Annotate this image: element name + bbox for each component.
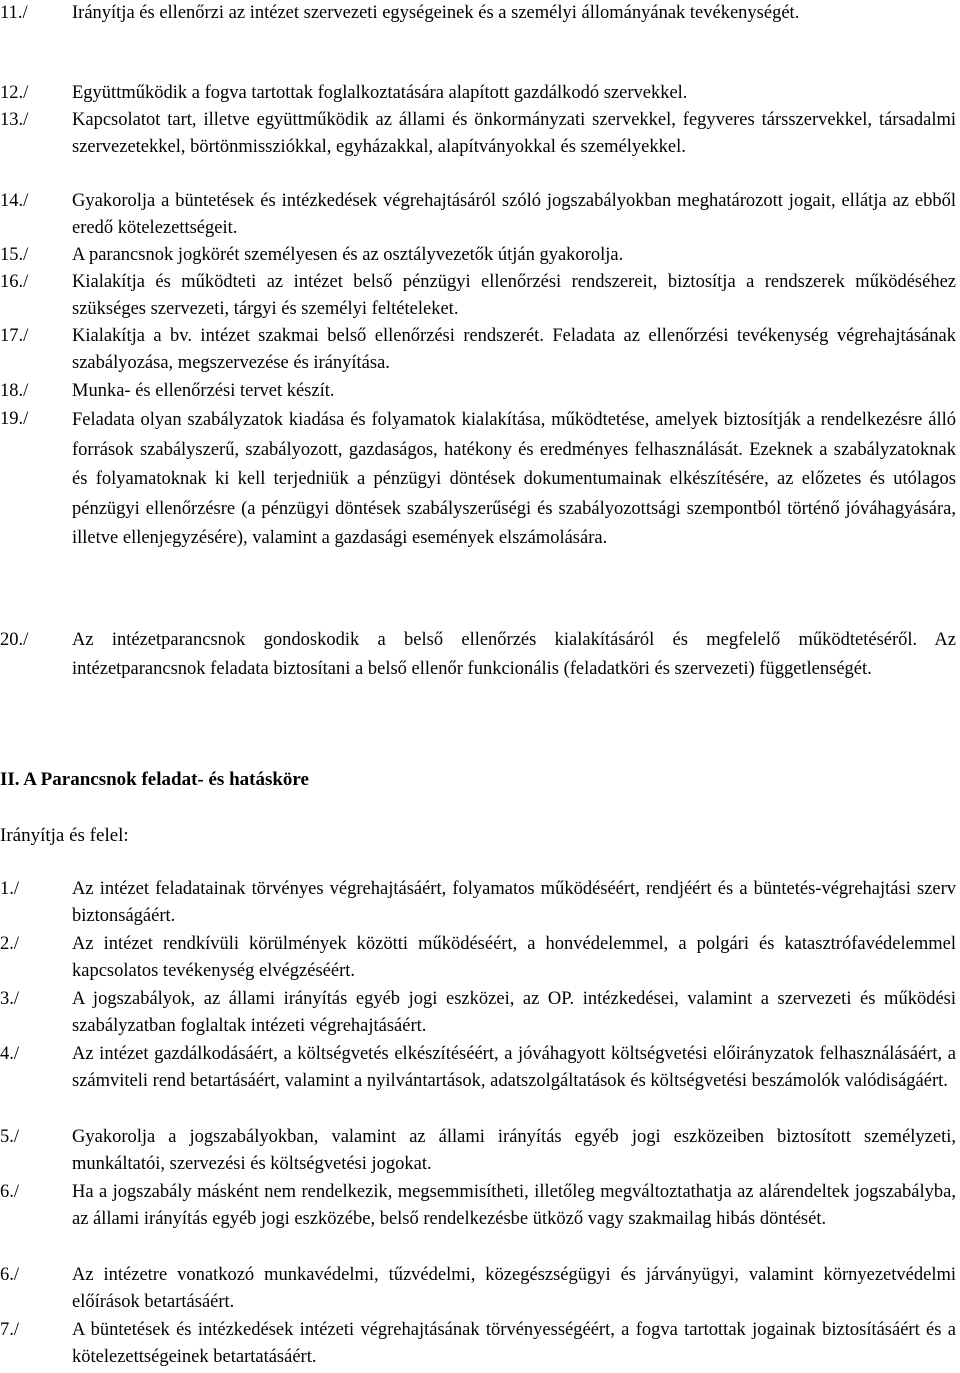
list-item	[0, 0, 956, 27]
list-item	[0, 188, 956, 242]
item-text: Kialakítja és működteti az intézet belső pénzügyi ellenőrzési rendszereit, biztosítja a rendszerek működéséhez szükséges szervezeti, tárgyi és személyi feltételeket.	[72, 272, 956, 319]
list-item	[0, 406, 956, 554]
list-item	[0, 876, 956, 930]
list-item	[0, 1041, 956, 1095]
item-number: 5./	[0, 1127, 20, 1147]
item-text: Gyakorolja a jogszabályokban, valamint az állami irányítás egyéb jogi eszközeiben biztosított személyzeti, munkáltatói, szervezési és költségvetési jogokat.	[72, 1127, 956, 1174]
list-item	[0, 1317, 956, 1371]
item-number: 6./	[0, 1265, 20, 1285]
item-text: A jogszabályok, az állami irányítás egyéb jogi eszközei, az OP. intézkedései, valamint a szervezeti és működési szabályzatban foglaltak intézeti végrehajtásáért.	[72, 989, 956, 1036]
item-text: Munka- és ellenőrzési tervet készít.	[72, 381, 335, 401]
item-text: A parancsnok jogkörét személyesen és az osztályvezetők útján gyakorolja.	[72, 245, 624, 265]
item-text: Ha a jogszabály másként nem rendelkezik, megsemmisítheti, illetőleg megváltoztathatja az alárendeltek jogszabályba, az állami irányítás egyéb jogi eszközébe, belső rendelkezésbe ütköző vagy szakmailag hibás döntését.	[72, 1182, 956, 1229]
list-item	[0, 986, 956, 1040]
item-number: 3./	[0, 989, 20, 1009]
list-item	[0, 269, 956, 323]
list-item	[0, 931, 956, 985]
item-text: A büntetések és intézkedések intézeti végrehajtásának törvényességéért, a fogva tartottak jogainak biztosításáért és a kötelezettségeinek betartatásáért.	[72, 1320, 956, 1367]
item-number: 19./	[0, 409, 29, 429]
item-number: 7./	[0, 1320, 20, 1340]
item-number: 11./	[0, 3, 28, 23]
item-number: 12./	[0, 83, 29, 103]
list-item	[0, 378, 956, 405]
list-item	[0, 323, 956, 377]
section-subheading: Irányítja és felel:	[0, 825, 129, 846]
item-text: Gyakorolja a büntetések és intézkedések végrehajtásáról szóló jogszabályokban meghatározott jogait, ellátja az ebből eredő kötelezettségeit.	[72, 191, 956, 238]
item-number: 20./	[0, 630, 29, 650]
item-number: 18./	[0, 381, 29, 401]
list-item	[0, 80, 956, 107]
item-number: 13./	[0, 110, 29, 130]
list-item	[0, 242, 956, 269]
list-item	[0, 1124, 956, 1178]
item-number: 1./	[0, 879, 20, 899]
list-item	[0, 1179, 956, 1233]
item-text: Kapcsolatot tart, illetve együttműködik az állami és önkormányzati szervekkel, fegyveres társszervekkel, társadalmi szervezetekkel, börtönmissziókkal, egyházakkal, alapítványokkal és személyekkel.	[72, 110, 956, 157]
item-number: 15./	[0, 245, 29, 265]
item-text: Feladata olyan szabályzatok kiadása és folyamatok kialakítása, működtetése, amelyek biztosítják a rendelkezésre álló források szabályszerű, szabályozott, gazdaságos, hatékony és eredményes felhasználását. Ezeknek a szabályzatoknak és folyamatoknak ki kell terjedniük a pénzügyi döntések dokumentumainak elkészítésére, az előzetes és utólagos pénzügyi ellenőrzésre (a pénzügyi döntések szabályszerűségi és szabályozottsági szempontból történő jóváhagyására, illetve ellenjegyzésére), valamint a gazdasági események elszámolására.	[72, 410, 956, 548]
list-item	[0, 626, 956, 684]
list-item	[0, 107, 956, 161]
item-number: 4./	[0, 1044, 20, 1064]
item-text: Együttműködik a fogva tartottak foglalkoztatására alapított gazdálkodó szervekkel.	[72, 83, 688, 103]
section-heading: II. A Parancsnok feladat- és hatásköre	[0, 769, 309, 790]
item-number: 14./	[0, 191, 29, 211]
item-text: Az intézet feladatainak törvényes végrehajtásáért, folyamatos működéséért, rendjéért és a büntetés-végrehajtási szerv biztonságáért.	[72, 879, 956, 926]
item-number: 6./	[0, 1182, 20, 1202]
item-number: 2./	[0, 934, 20, 954]
item-text: Az intézetparancsnok gondoskodik a belső ellenőrzés kialakításáról és megfelelő működtetéséről. Az intézetparancsnok feladata biztosítani a belső ellenőr funkcionális (feladatköri és szervezeti) függetlenségét.	[72, 630, 956, 679]
item-text: Az intézet gazdálkodásáért, a költségvetés elkészítéséért, a jóváhagyott költségvetési előirányzatok felhasználásáért, a számviteli rend betartásáért, valamint a nyilvántartások, adatszolgáltatások és költségvetési beszámolók valódiságáért.	[72, 1044, 956, 1091]
item-text: Az intézet rendkívüli körülmények közötti működéséért, a honvédelemmel, a polgári és katasztrófavédelemmel kapcsolatos tevékenység elvégzéséért.	[72, 934, 956, 981]
item-number: 16./	[0, 272, 29, 292]
item-text: Irányítja és ellenőrzi az intézet szervezeti egységeinek és a személyi állományának tevékenységét.	[72, 3, 800, 23]
item-text: Az intézetre vonatkozó munkavédelmi, tűzvédelmi, közegészségügyi és járványügyi, valamint környezetvédelmi előírások betartásáért.	[72, 1265, 956, 1312]
list-item	[0, 1262, 956, 1316]
item-text: Kialakítja a bv. intézet szakmai belső ellenőrzési rendszerét. Feladata az ellenőrzési tevékenység végrehajtásának szabályozása, megszervezése és irányítása.	[72, 326, 956, 373]
item-number: 17./	[0, 326, 29, 346]
